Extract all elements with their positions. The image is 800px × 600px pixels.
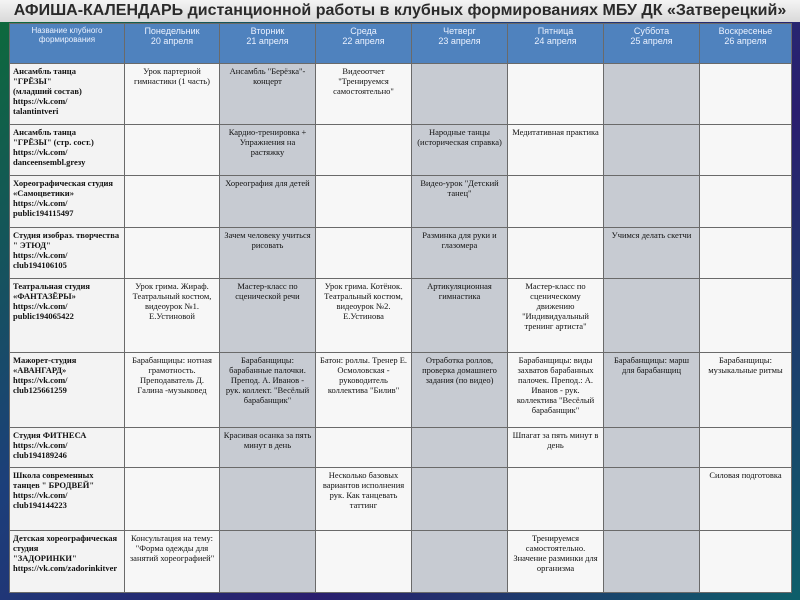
schedule-cell: Красивая осанка за пять минут в день [220,428,316,468]
schedule-cell: Зачем человеку учиться рисовать [220,228,316,279]
table-row [10,468,792,531]
club-name-line: club194144223 [13,500,67,510]
schedule-cell: Мастер-класс по сценической речи [220,279,316,353]
schedule-cell [700,228,792,279]
table-row [10,353,792,428]
schedule-cell [316,428,412,468]
schedule-cell: Отработка роллов, проверка домашнего задания (по видео) [412,353,508,428]
club-name-line: https://vk.com/ [13,490,68,500]
club-name-line: https://vk.com/ [13,375,68,385]
club-name-line: Мажорет-студия «АВАНГАРД» [13,355,77,375]
table-row [10,125,792,176]
schedule-cell: Барабанщицы: музыкальные ритмы [700,353,792,428]
header-day: Среда 22 апреля [316,24,412,64]
schedule-cell [125,228,220,279]
club-name-line: Детская хореографическая студия [13,533,118,553]
schedule-cell: Разминка для руки и глазомера [412,228,508,279]
club-name-line: public194115497 [13,208,74,218]
club-name-cell [10,64,125,125]
club-name-line: talantintveri [13,106,59,116]
schedule-cell: Барабанщицы: виды захватов барабанных палочек. Препод.: А. Иванов - рук. коллектива "Весёлый барабанщик" [508,353,604,428]
table-row [10,64,792,125]
schedule-table [9,23,792,593]
schedule-cell: Батон: роллы. Тренер Е. Осмоловская - руководитель коллектива "Билив" [316,353,412,428]
schedule-cell [604,176,700,228]
club-name-line: https://vk.com/ [13,198,68,208]
club-name-line: Школа современных танцев " БРОДВЕЙ" [13,470,95,490]
schedule-cell: Ансамбль "Берёзка"- концерт [220,64,316,125]
header-club-name: Название клубного формирования [10,24,125,64]
schedule-cell [700,531,792,593]
schedule-cell: Видео-урок "Детский танец" [412,176,508,228]
schedule-cell: Медитативная практика [508,125,604,176]
club-name-line: public194065422 [13,311,74,321]
schedule-cell [700,279,792,353]
schedule-cell [125,176,220,228]
schedule-cell: Тренируемся самостоятельно. Значение разминки для организма [508,531,604,593]
club-name-line: club194106105 [13,260,67,270]
schedule-cell [412,468,508,531]
club-name-cell [10,353,125,428]
schedule-cell [604,468,700,531]
header-day: Вторник 21 апреля [220,24,316,64]
club-name-line: "ГРЁЗЫ" (стр. сост.) [13,137,94,147]
schedule-cell [316,531,412,593]
club-name-line: Студия изобраз. творчества " ЭТЮД" [13,230,120,250]
schedule-cell [412,428,508,468]
schedule-cell [508,64,604,125]
club-name-line: https://vk.com/ [13,147,68,157]
club-name-cell [10,428,125,468]
club-name-line: club194189246 [13,450,67,460]
schedule-cell [412,64,508,125]
club-name-line: (младший состав) [13,86,82,96]
header-row [10,24,792,64]
schedule-cell [316,176,412,228]
schedule-cell: Видеоотчет "Тренируемся самостоятельно" [316,64,412,125]
club-name-cell [10,228,125,279]
schedule-cell: Народные танцы (историческая справка) [412,125,508,176]
club-name-line: https://vk.com/ [13,301,68,311]
schedule-cell [508,176,604,228]
club-name-line: Студия ФИТНЕСА [13,430,87,440]
schedule-cell: Урок партерной гимнастики (1 часть) [125,64,220,125]
club-name-line: Хореографическая студия «Самоцветики» [13,178,114,198]
schedule-cell [125,428,220,468]
header-day: Воскресенье 26 апреля [700,24,792,64]
schedule-cell [604,428,700,468]
table-row [10,279,792,353]
schedule-cell: Кардио-тренировка + Упражнения на растяжку [220,125,316,176]
club-name-cell [10,176,125,228]
schedule-cell: Несколько базовых вариантов исполнения рук. Как танцевать таттинг [316,468,412,531]
schedule-cell: Хореография для детей [220,176,316,228]
schedule-cell: Консультация на тему: "Форма одежды для занятий хореографией" [125,531,220,593]
schedule-cell [316,125,412,176]
club-name-cell [10,279,125,353]
schedule-cell [508,468,604,531]
club-name-line: https://vk.com/ [13,440,68,450]
schedule-cell [220,468,316,531]
schedule-cell [700,176,792,228]
club-name-cell [10,468,125,531]
schedule-cell [125,468,220,531]
club-name-cell [10,531,125,593]
schedule-cell: Шпагат за пять минут в день [508,428,604,468]
club-name-line: https://vk.com/zadorinkitver [13,563,118,573]
club-name-line: https://vk.com/ [13,250,68,260]
schedule-cell [700,125,792,176]
header-day: Суббота 25 апреля [604,24,700,64]
schedule-cell [604,279,700,353]
schedule-cell: Силовая подготовка [700,468,792,531]
schedule-cell [604,125,700,176]
table-row [10,531,792,593]
schedule-cell [508,228,604,279]
club-name-line: danceensembl.greзy [13,157,86,167]
table-row [10,428,792,468]
club-name-line: https://vk.com/ [13,96,68,106]
schedule-cell: Артикуляционная гимнастика [412,279,508,353]
table-row [10,228,792,279]
header-day: Понедельник 20 апреля [125,24,220,64]
schedule-cell [316,228,412,279]
schedule-cell [125,125,220,176]
header-day: Пятница 24 апреля [508,24,604,64]
club-name-line: club125661259 [13,385,67,395]
club-name-line: "ЗАДОРИНКИ" [13,553,77,563]
schedule-cell: Барабанщицы: барабанные палочки. Препод. А. Иванов - рук. коллект. "Весёлый барабанщик" [220,353,316,428]
schedule-cell: Мастер-класс по сценическому движению "Индивидуальный тренинг артиста" [508,279,604,353]
schedule-cell [412,531,508,593]
schedule-cell [700,64,792,125]
schedule-cell: Учимся делать скетчи [604,228,700,279]
schedule-cell: Барабанщицы: нотная грамотность. Преподаватель Д. Галина -музыковед [125,353,220,428]
table-row [10,176,792,228]
club-name-line: Театральная студия «ФАНТАЗЁРЫ» [13,281,90,301]
schedule-cell: Урок грима. Жираф. Театральный костюм, видеоурок №1. Е.Устиновой [125,279,220,353]
schedule-cell: Урок грима. Котёнок. Театральный костюм, видеоурок №2. Е.Устинова [316,279,412,353]
club-name-line: "ГРЁЗЫ" [13,76,52,86]
club-name-line: Ансамбль танца [13,66,76,76]
club-name-cell [10,125,125,176]
header-day: Четверг 23 апреля [412,24,508,64]
schedule-cell [700,428,792,468]
schedule-cell [220,531,316,593]
page-title: АФИША-КАЛЕНДАРЬ дистанционной работы в клубных формированиях МБУ ДК «Затверецкий» [0,0,800,22]
schedule-cell [604,64,700,125]
schedule-cell [604,531,700,593]
club-name-line: Ансамбль танца [13,127,76,137]
schedule-cell: Барабанщицы: марш для барабанщиц [604,353,700,428]
